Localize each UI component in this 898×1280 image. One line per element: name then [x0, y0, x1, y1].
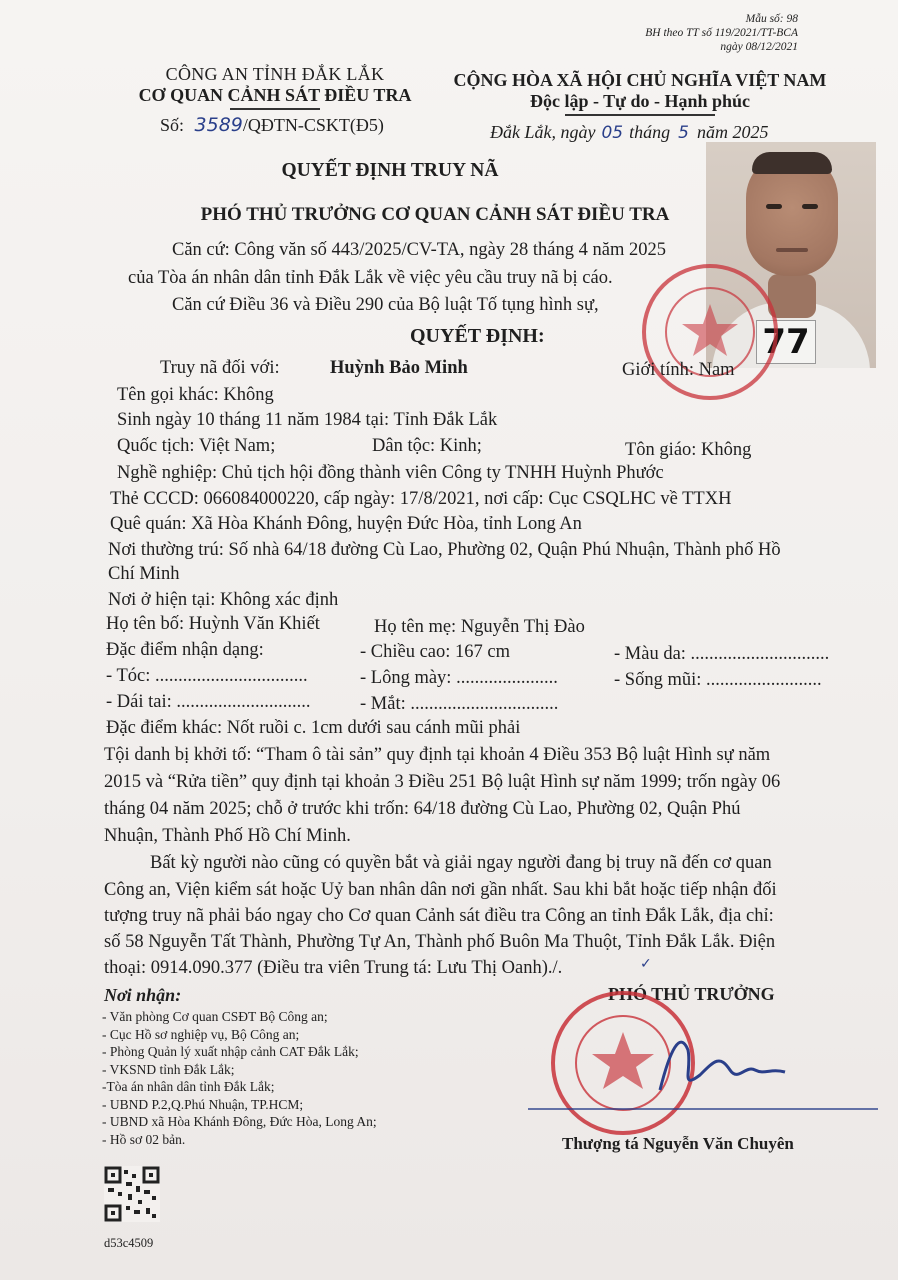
instructions-line-2: Công an, Viện kiểm sát hoặc Uỷ ban nhân dân nơi gần nhất. Sau khi bắt hoặc tiếp nhận đối: [104, 880, 777, 900]
signature-line: [528, 1108, 878, 1110]
number-prefix: Số:: [160, 115, 185, 135]
subject-name: Huỳnh Bảo Minh: [330, 358, 468, 378]
subject-residence-2: Chí Minh: [108, 564, 180, 584]
org-name: CƠ QUAN CẢNH SÁT ĐIỀU TRA: [138, 85, 412, 105]
subject-nationality: Quốc tịch: Việt Nam;: [117, 436, 276, 456]
photo-number-tag: 77: [756, 320, 816, 364]
feature-eyes: - Mắt: ................................: [360, 694, 559, 714]
charges-line-2: 2015 và “Rửa tiền” quy định tại khoản 3 Điều 251 Bộ luật Hình sự năm 1999; trốn ngày 06: [104, 772, 781, 792]
basis-line-3: Căn cứ Điều 36 và Điều 290 của Bộ luật Tố tụng hình sự,: [172, 295, 599, 315]
document-number: [160, 114, 384, 136]
recipient-item: - VKSND tỉnh Đắk Lắk;: [102, 1061, 235, 1077]
issuer-title: PHÓ THỦ TRƯỞNG CƠ QUAN CẢNH SÁT ĐIỀU TRA: [200, 204, 670, 225]
decision-heading: QUYẾT ĐỊNH:: [410, 325, 545, 347]
form-code-date: ngày 08/12/2021: [720, 41, 798, 53]
recipient-item: -Tòa án nhân dân tỉnh Đắk Lắk;: [102, 1079, 275, 1094]
subject-current-address: Nơi ở hiện tại: Không xác định: [108, 590, 339, 610]
feature-skin: - Màu da: ..............................: [614, 644, 830, 664]
subject-religion: Tôn giáo: Không: [625, 440, 752, 460]
date-year: năm 2025: [696, 122, 769, 142]
signer-name: Thượng tá Nguyễn Văn Chuyên: [562, 1134, 794, 1153]
motto: Độc lập - Tự do - Hạnh phúc: [529, 91, 751, 111]
recipient-item: - Hồ sơ 02 bản.: [102, 1131, 186, 1147]
subject-alias: Tên gọi khác: Không: [117, 385, 274, 405]
feature-ears: - Dái tai: .............................: [106, 692, 311, 712]
motto-underline: [565, 114, 715, 116]
signature-scribble: [640, 1020, 800, 1100]
signer-role: PHÓ THỦ TRƯỞNG: [608, 984, 775, 1004]
sex-label: Giới tính:: [622, 360, 694, 380]
recipient-item: - Văn phòng Cơ quan CSĐT Bộ Công an;: [102, 1009, 328, 1024]
number-handwritten: 3589: [194, 114, 243, 136]
initials-mark: ✓: [640, 956, 652, 972]
feature-eyebrows: - Lông mày: ......................: [360, 668, 558, 688]
date-month-word: tháng: [629, 122, 671, 142]
wanted-label: Truy nã đối với:: [160, 358, 280, 378]
org-underline: [230, 108, 320, 110]
number-suffix: /QĐTN-CSKT(Đ5): [242, 115, 384, 135]
document-date: [490, 122, 768, 143]
charges-line-1: Tội danh bị khởi tố: “Tham ô tài sản” quy định tại khoản 4 Điều 353 Bộ luật Hình sự năm: [104, 745, 771, 765]
feature-height: - Chiều cao: 167 cm: [360, 642, 511, 662]
recipient-item: - UBND P.2,Q.Phú Nhuận, TP.HCM;: [102, 1096, 304, 1112]
form-code-number: Mẫu số: 98: [745, 13, 798, 25]
basis-line-1: Căn cứ: Công văn số 443/2025/CV-TA, ngày 28 tháng 4 năm 2025: [172, 240, 666, 260]
form-code: [645, 12, 798, 54]
recipient-item: - UBND xã Hòa Khánh Đông, Đức Hòa, Long An;: [102, 1114, 377, 1129]
features-label: Đặc điểm nhận dạng:: [106, 640, 264, 660]
subject-ethnicity: Dân tộc: Kinh;: [372, 436, 482, 456]
org-parent: CÔNG AN TỈNH ĐẮK LẮK: [165, 64, 385, 84]
subject-sex: [622, 360, 735, 381]
sex-value: Nam: [698, 360, 735, 380]
instructions-line-5: thoại: 0914.090.377 (Điều tra viên Trung tá: Lưu Thị Oanh)./.: [104, 958, 563, 978]
feature-other: Đặc điểm khác: Nốt ruồi c. 1cm dưới sau cánh mũi phải: [106, 718, 521, 738]
left-header: [110, 64, 440, 110]
subject-hometown: Quê quán: Xã Hòa Khánh Đông, huyện Đức Hòa, tỉnh Long An: [110, 514, 582, 534]
charges-line-3: tháng 04 năm 2025; chỗ ở trước khi trốn: 64/18 đường Cù Lao, Phường 02, Quận Phú: [104, 799, 741, 819]
instructions-line-1: Bất kỳ người nào cũng có quyền bắt và giải ngay người đang bị truy nã đến cơ quan: [150, 853, 772, 873]
subject-occupation: Nghề nghiệp: Chủ tịch hội đồng thành viên Công ty TNHH Huỳnh Phước: [117, 463, 664, 483]
date-place: Đắk Lắk, ngày: [490, 122, 596, 142]
feature-hair: - Tóc: .................................: [106, 666, 308, 686]
subject-residence-1: Nơi thường trú: Số nhà 64/18 đường Cù Lao, Phường 02, Quận Phú Nhuận, Thành phố Hồ: [108, 540, 781, 560]
document-title: QUYẾT ĐỊNH TRUY NÃ: [281, 160, 499, 181]
recipients-label: Nơi nhận:: [104, 985, 182, 1005]
recipients-list: [102, 1008, 377, 1148]
subject-birth: Sinh ngày 10 tháng 11 năm 1984 tại: Tỉnh Đắk Lắk: [117, 410, 498, 430]
right-header: [440, 70, 840, 116]
recipient-item: - Cục Hồ sơ nghiệp vụ, Bộ Công an;: [102, 1026, 300, 1042]
instructions-line-3: tượng truy nã phải báo ngay cho Cơ quan Cảnh sát điều tra Công an tỉnh Đắk Lắk, địa chỉ:: [104, 906, 774, 926]
recipient-item: - Phòng Quản lý xuất nhập cảnh CAT Đắk Lắk;: [102, 1044, 359, 1059]
charges-line-4: Nhuận, Thành Phố Hồ Chí Minh.: [104, 826, 351, 846]
subject-id-card: Thẻ CCCD: 066084000220, cấp ngày: 17/8/2021, nơi cấp: Cục CSQLHC về TTXH: [110, 489, 732, 509]
instructions-line-4: số 58 Nguyễn Tất Thành, Phường Tự An, Thành phố Buôn Ma Thuột, Tỉnh Đắk Lắk. Điện: [104, 932, 776, 952]
doc-code: d53c4509: [104, 1236, 154, 1250]
date-month: 5: [678, 123, 689, 143]
form-code-regulation: BH theo TT số 119/2021/TT-BCA: [645, 27, 798, 39]
country-name: CỘNG HÒA XÃ HỘI CHỦ NGHĨA VIỆT NAM: [453, 70, 827, 90]
subject-mother: Họ tên mẹ: Nguyễn Thị Đào: [374, 617, 585, 637]
subject-father: Họ tên bố: Huỳnh Văn Khiết: [106, 614, 320, 634]
qr-code: [104, 1166, 160, 1222]
basis-line-2: của Tòa án nhân dân tỉnh Đắk Lắk về việc yêu cầu truy nã bị cáo.: [128, 268, 613, 288]
date-day: 05: [601, 123, 624, 143]
feature-nose: - Sống mũi: .........................: [614, 670, 822, 690]
official-stamp-photo: [640, 262, 780, 402]
